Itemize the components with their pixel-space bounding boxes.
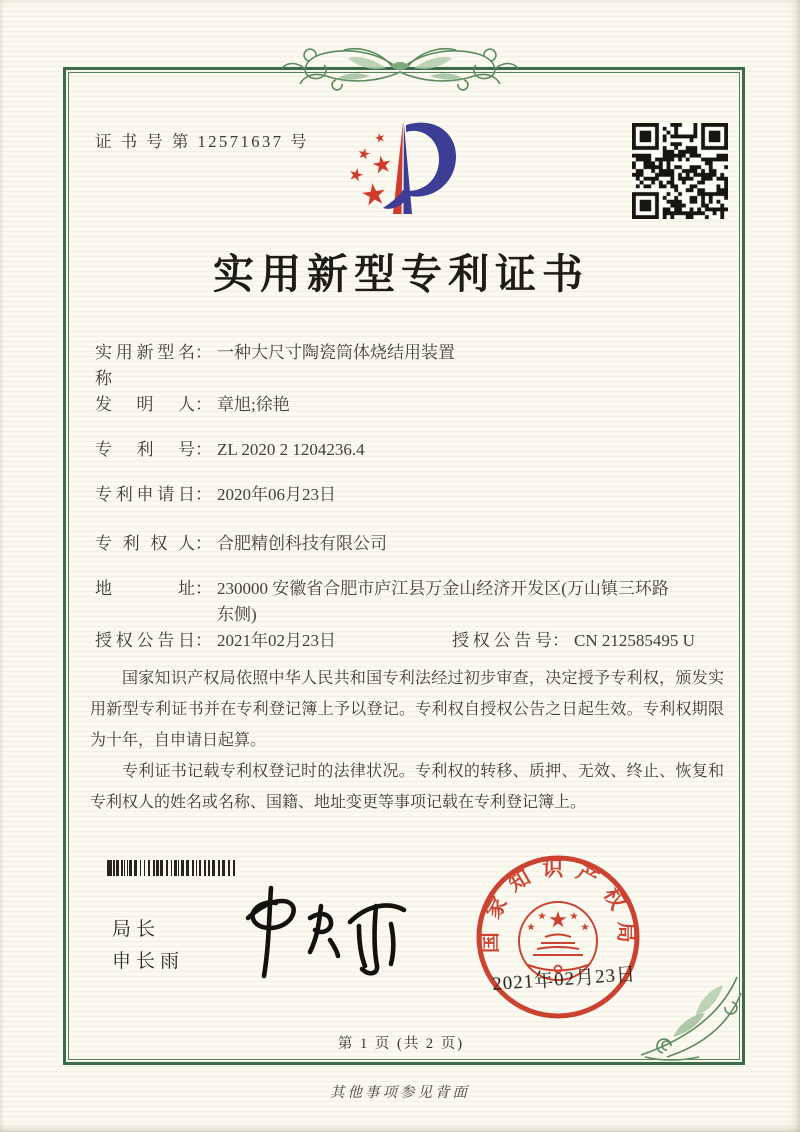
colon: ： (195, 395, 212, 414)
top-flourish-ornament (278, 40, 522, 106)
paragraph-2: 专利证书记载专利权登记时的法律状况。专利权的转移、质押、无效、终止、恢复和专利权人的姓名或名称、国籍、地址变更等事项记载在专利登记簿上。 (90, 763, 724, 811)
certificate-number: 证 书 号 第 12571637 号 (95, 132, 310, 151)
field-grant-no (452, 628, 695, 654)
field-address-label: 地址 (95, 579, 195, 598)
field-patent-no (95, 437, 365, 463)
field-patent-no-label: 专利号 (95, 440, 195, 459)
colon: ： (195, 343, 212, 362)
field-grant-date-value: 2021年02月23日 (217, 631, 336, 650)
field-grant-date (95, 628, 336, 654)
svg-text:国家知识产权局 (478, 857, 638, 954)
field-filing-date (95, 482, 336, 508)
field-patentee (95, 531, 387, 557)
seal-date: 2021年02月23日 (491, 963, 637, 995)
field-inventor-label: 发明人 (95, 395, 195, 414)
field-filing-date-value: 2020年06月23日 (217, 485, 336, 504)
legal-text (90, 663, 724, 818)
logo-stars-icon (348, 132, 392, 206)
colon: ： (195, 534, 212, 553)
colon: ： (195, 579, 212, 598)
field-address-value: 230000 安徽省合肥市庐江县万金山经济开发区(万山镇三环路东侧) (217, 579, 669, 624)
field-name (95, 340, 455, 392)
colon: ： (195, 485, 212, 504)
cnipa-logo (330, 112, 475, 224)
page-title: 实用新型专利证书 (213, 251, 589, 297)
colon: ： (552, 631, 569, 650)
field-inventor-value: 章旭;徐艳 (217, 395, 290, 414)
field-inventor (95, 392, 290, 418)
signer-name: 申长雨 (112, 951, 185, 972)
back-note: 其他事项参见背面 (330, 1085, 470, 1101)
field-patentee-value: 合肥精创科技有限公司 (217, 534, 387, 553)
field-patentee-label: 专利权人 (95, 534, 195, 553)
official-seal (472, 851, 644, 1023)
field-grant-no-label: 授权公告号 (452, 631, 552, 650)
field-grant-no-value: CN 212585495 U (574, 631, 695, 650)
field-address (95, 576, 677, 628)
signature-handwriting (218, 876, 418, 986)
signer-title: 局长 (112, 919, 161, 940)
page-number: 第 1 页 (共 2 页) (337, 1036, 465, 1052)
field-patent-no-value: ZL 2020 2 1204236.4 (217, 440, 365, 459)
field-grant-date-label: 授权公告日 (95, 631, 195, 650)
field-name-value: 一种大尺寸陶瓷筒体烧结用装置 (217, 343, 455, 362)
field-name-label: 实用新型名称 (95, 343, 195, 388)
qr-code (632, 123, 728, 219)
barcode (107, 860, 311, 876)
colon: ： (195, 440, 212, 459)
paragraph-1: 国家知识产权局依照中华人民共和国专利法经过初步审查，决定授予专利权，颁发实用新型专利证书并在专利登记簿上予以登记。专利权自授权公告之日起生效。专利权期限为十年，自申请日起算。 (90, 670, 724, 749)
seal-org-text: 国家知识产权局 (477, 856, 639, 954)
field-filing-date-label: 专利申请日 (95, 485, 195, 504)
colon: ： (195, 631, 212, 650)
logo-p-bowl (383, 123, 456, 209)
